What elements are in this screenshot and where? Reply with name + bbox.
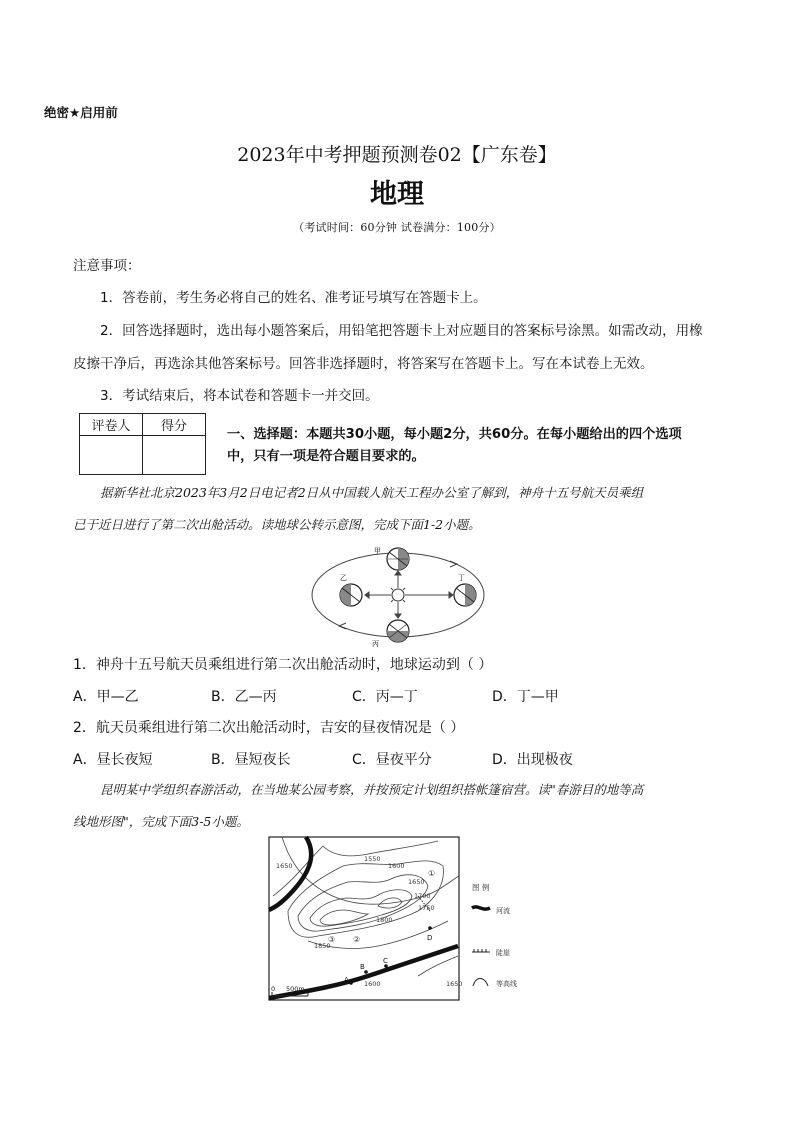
- score-table-grader-cell: [80, 436, 143, 475]
- q2-option-b: B．昼短夜长: [211, 752, 291, 768]
- circled-label-1: ①: [428, 869, 436, 878]
- contour-label: 1600: [364, 980, 381, 988]
- passage-1-line2: 已于近日进行了第二次出舱活动。读地球公转示意图，完成下面1-2小题。: [73, 517, 481, 532]
- confidential-mark: 绝密★启用前: [44, 105, 118, 120]
- river-legend-icon: [472, 907, 490, 909]
- legend-graphics: [472, 880, 552, 1000]
- exam-title: 2023年中考押题预测卷02【广东卷】: [237, 144, 557, 166]
- note-2-line2: 皮擦干净后，再选涂其他答案标号。回答非选择题时，将答案写在答题卡上。写在本试卷上无效。: [73, 356, 654, 372]
- legend-title: 图 例: [472, 883, 490, 892]
- contour-map: [268, 836, 463, 1001]
- note-3: 3．考试结束后，将本试卷和答题卡一并交回。: [100, 388, 379, 404]
- contour-label: 1650: [446, 980, 463, 988]
- orbit-diagram: [300, 545, 500, 647]
- contour-label: 1550: [364, 855, 381, 863]
- contour-label: 1800: [376, 916, 393, 924]
- q1-option-a: A．甲—乙: [73, 689, 139, 705]
- q2-option-c: C．昼夜平分: [352, 752, 432, 768]
- q2-option-a: A．昼长夜短: [73, 752, 153, 768]
- earth-ding-icon: [454, 584, 476, 606]
- contour-legend-icon: [473, 979, 488, 987]
- sun-icon: [388, 585, 408, 605]
- contour-label: 1850: [314, 942, 331, 950]
- legend-river: 河流: [496, 907, 510, 915]
- legend-cliff: 陡崖: [496, 949, 510, 957]
- notes-heading: 注意事项：: [73, 258, 141, 274]
- exam-info: （考试时间：60分钟 试卷满分：100分）: [293, 221, 501, 234]
- question-1: 1．神舟十五号航天员乘组进行第二次出舱活动时，地球运动到（ ）: [73, 657, 493, 673]
- label-ding: 丁: [458, 574, 465, 582]
- contour-label: 1650: [408, 878, 425, 886]
- scale-zero: 0: [271, 985, 276, 993]
- q1-option-b: B．乙—丙: [211, 689, 277, 705]
- note-2-line1: 2．回答选择题时，选出每小题答案后，用铅笔把答题卡上对应题目的答案标号涂黑。如需改动，用橡: [100, 323, 703, 339]
- contour-label: 1650: [276, 862, 293, 870]
- earth-yi-icon: [340, 584, 362, 606]
- label-bing: 丙: [372, 640, 379, 648]
- score-table-score-cell: [143, 436, 206, 475]
- point-d-label: D: [427, 934, 433, 942]
- question-2: 2．航天员乘组进行第二次出舱活动时，吉安的昼夜情况是（ ）: [73, 720, 465, 736]
- contour-label: 1750: [418, 904, 435, 912]
- earth-jia-icon: [387, 548, 409, 570]
- subject-title: 地理: [370, 179, 424, 210]
- earth-bing-icon: [387, 620, 409, 642]
- map-legend: [472, 880, 552, 1000]
- circled-label-3: ③: [328, 935, 336, 944]
- score-table-header-score: 得分: [143, 414, 206, 436]
- scale-distance: 500m: [286, 985, 305, 993]
- point-a-marker: [349, 981, 353, 985]
- note-1: 1．答卷前，考生务必将自己的姓名、准考证号填写在答题卡上。: [100, 290, 487, 306]
- passage-2-line2: 线地形图"，完成下面3-5小题。: [73, 814, 249, 829]
- label-jia: 甲: [374, 547, 381, 555]
- label-yi: 乙: [340, 574, 347, 582]
- q2-option-d: D．出现极夜: [492, 752, 573, 768]
- orbit-arrow-icon: [339, 623, 346, 629]
- legend-contour: 等高线: [496, 980, 517, 988]
- section-1-heading: [227, 424, 737, 468]
- contour-label: 1600: [388, 862, 405, 870]
- section-1-line1: 一、选择题：本题共30小题，每小题2分，共60分。在每小题给出的四个选项: [227, 427, 682, 442]
- point-b-label: B: [360, 963, 365, 971]
- circled-label-2: ②: [353, 935, 361, 944]
- score-table-header-grader: 评卷人: [80, 414, 143, 436]
- section-1-line2: 中，只有一项是符合题目要求的。: [227, 449, 425, 464]
- passage-1-line1: 据新华社北京2023年3月2日电记者2日从中国载人航天工程办公室了解到，神舟十五号航天员乘组: [100, 485, 644, 500]
- orbit-arrow-icon: [450, 561, 457, 567]
- q1-option-d: D．丁—甲: [492, 689, 559, 705]
- point-c-label: C: [383, 957, 388, 965]
- q1-option-c: C．丙—丁: [352, 689, 418, 705]
- score-table: [79, 413, 206, 475]
- passage-2-line1: 昆明某中学组织春游活动，在当地某公园考察，并按预定计划组织搭帐篷宿营。读"春游目的地等高: [100, 782, 644, 797]
- point-a-label: A: [344, 976, 349, 984]
- point-d-marker: [428, 926, 432, 930]
- contour-label: 1700: [414, 892, 431, 900]
